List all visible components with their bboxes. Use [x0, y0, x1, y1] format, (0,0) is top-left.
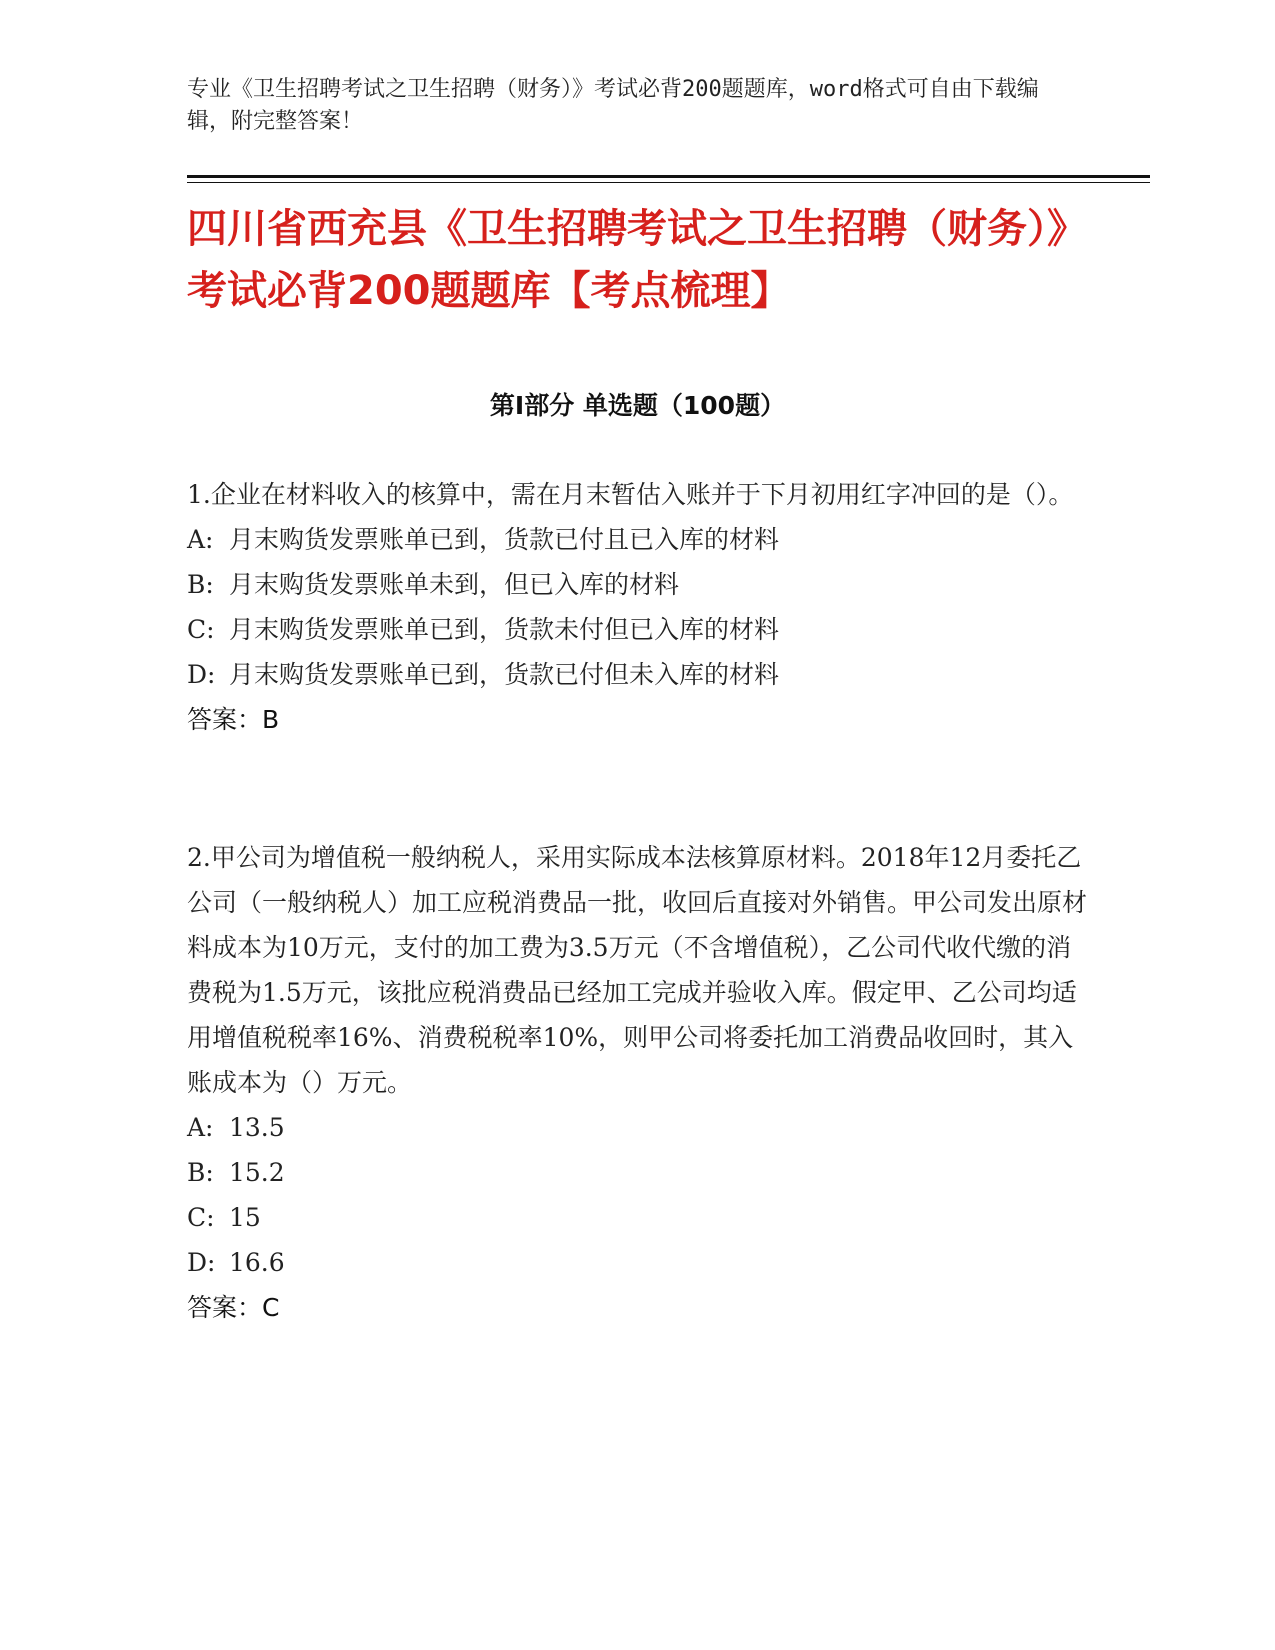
option-text: 月末购货发票账单已到，货款已付但未入库的材料: [229, 660, 780, 689]
question-stem: 2.甲公司为增值税一般纳税人，采用实际成本法核算原材料。2018年12月委托乙公司（一般纳税人）加工应税消费品一批，收回后直接对外销售。甲公司发出原材料成本为10万元，支付的加工费为3.5万元（不含增值税），乙公司代收代缴的消费税为1.5万元，该批应税消费品已经加工完成并验收入库。假定甲、乙公司均适用增值税税率16%、消费税税率10%，则甲公司将委托加工消费品收回时，其入账成本为（）万元。: [187, 843, 1088, 1097]
header-rule-thick: [187, 175, 1150, 178]
option-letter: A:: [187, 1113, 214, 1142]
question-2: [187, 835, 1087, 1330]
option-letter: B:: [187, 570, 214, 599]
option-text: 16.6: [229, 1248, 285, 1277]
option-d: [187, 652, 1087, 697]
option-c: [187, 607, 1087, 652]
option-letter: C:: [187, 615, 215, 644]
section-heading: 第I部分 单选题（100题）: [489, 391, 786, 420]
option-text: 15.2: [229, 1158, 285, 1187]
option-c: [187, 1195, 1087, 1240]
option-text: 月末购货发票账单已到，货款已付且已入库的材料: [229, 525, 780, 554]
option-a: [187, 1105, 1087, 1150]
option-letter: D:: [187, 1248, 216, 1277]
question-1: [187, 472, 1087, 742]
option-letter: C:: [187, 1203, 215, 1232]
answer-line: 答案：C: [187, 1293, 280, 1322]
option-letter: B:: [187, 1158, 214, 1187]
question-stem: 1.企业在材料收入的核算中，需在月末暂估入账并于下月初用红字冲回的是（）。: [187, 480, 1074, 509]
option-b: [187, 1150, 1087, 1195]
option-d: [187, 1240, 1087, 1285]
header-rule-thin: [187, 182, 1150, 183]
option-letter: A:: [187, 525, 214, 554]
document-title: 四川省西充县《卫生招聘考试之卫生招聘（财务）》考试必背200题题库【考点梳理】: [187, 206, 1087, 314]
option-a: [187, 517, 1087, 562]
option-b: [187, 562, 1087, 607]
option-letter: D:: [187, 660, 216, 689]
header-note: 专业《卫生招聘考试之卫生招聘（财务）》考试必背200题题库，word格式可自由下载编辑，附完整答案！: [187, 77, 1039, 134]
option-text: 月末购货发票账单未到，但已入库的材料: [229, 570, 680, 599]
option-text: 13.5: [229, 1113, 285, 1142]
answer-line: 答案：B: [187, 705, 280, 734]
option-text: 15: [229, 1203, 261, 1232]
option-text: 月末购货发票账单已到，货款未付但已入库的材料: [229, 615, 780, 644]
